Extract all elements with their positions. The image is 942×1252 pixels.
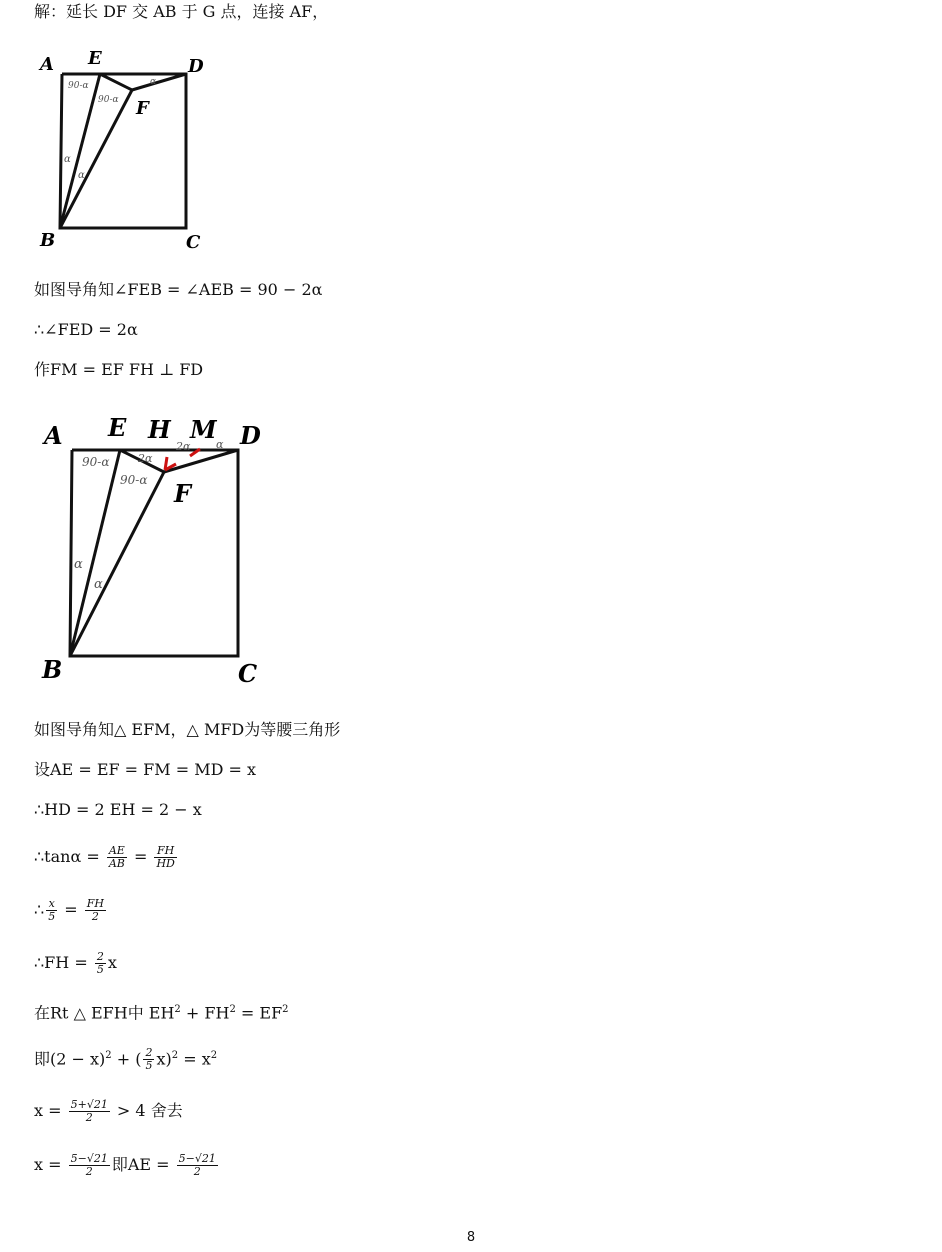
angle-label: α — [78, 170, 85, 181]
text-line-13 — [34, 1148, 220, 1182]
fraction: $\frac{2}{5}$ — [145, 1046, 153, 1073]
line7-prefix: ∴tanα = — [34, 847, 105, 866]
angle-label: 90-α — [98, 95, 119, 105]
label-e: E — [108, 413, 127, 442]
angle-label: α — [216, 438, 224, 451]
text-line-10 — [34, 1000, 289, 1023]
segment-fd — [132, 74, 186, 90]
label-b: B — [40, 230, 56, 251]
text-line-8 — [34, 893, 108, 927]
fraction: $\frac{5+√21}{2}$ — [70, 1098, 108, 1124]
line9-prefix: ∴FH = — [34, 953, 93, 972]
line11-part: 即(2 − x) — [34, 1049, 106, 1069]
line11-part: = x — [178, 1049, 211, 1069]
figure-1 — [30, 42, 230, 257]
line7-eq: = — [128, 847, 153, 866]
label-a: A — [40, 54, 54, 75]
superscript: 2 — [229, 1004, 236, 1015]
fraction: $\frac{FH}{HD}$ — [156, 844, 175, 870]
label-e: E — [88, 48, 102, 69]
label-b: B — [42, 655, 63, 684]
line11-part: x) — [156, 1049, 172, 1069]
label-f: F — [136, 98, 149, 119]
label-d: D — [240, 421, 261, 450]
fraction: $\frac{AE}{AB}$ — [108, 844, 125, 870]
text-line-12 — [34, 1094, 183, 1128]
text-line-9 — [34, 946, 117, 980]
segment-bf — [70, 472, 164, 656]
fraction: $\frac{5-√21}{2}$ — [70, 1152, 108, 1178]
line9-suffix: x — [107, 953, 117, 972]
angle-label: 90-α — [68, 81, 89, 91]
text-line-1: 如图导角知∠FEB = ∠AEB = 90 − 2α — [34, 280, 323, 299]
figure-2 — [34, 400, 274, 695]
label-c: C — [186, 232, 201, 253]
label-m: M — [190, 415, 217, 444]
label-c: C — [238, 659, 258, 688]
text-line-2: ∴∠FED = 2α — [34, 320, 138, 339]
line8-eq: = — [59, 900, 83, 919]
angle-label: 2α — [176, 440, 191, 453]
line13-prefix: x = — [34, 1155, 67, 1174]
fraction: $\frac{2}{5}$ — [96, 950, 104, 976]
superscript: 2 — [105, 1050, 112, 1061]
superscript: 2 — [282, 1004, 289, 1015]
line13-mid: 即AE = — [111, 1155, 175, 1174]
superscript: 2 — [171, 1050, 179, 1061]
angle-label: α — [94, 577, 103, 592]
segment-be — [70, 450, 120, 656]
fraction: $\frac{5-√21}{2}$ — [178, 1152, 216, 1178]
fraction: $\frac{x}{5}$ — [48, 897, 56, 923]
text-line-6: ∴HD = 2 EH = 2 − x — [34, 800, 202, 819]
segment-ef — [100, 74, 132, 90]
segment-bf — [60, 90, 132, 228]
angle-label: 90-α — [120, 473, 148, 487]
text-line-11 — [34, 1039, 217, 1076]
page-number: 8 — [466, 1230, 476, 1245]
line10-part: 在Rt △ EFH中 EH — [34, 1003, 175, 1023]
superscript: 2 — [174, 1004, 181, 1015]
text-line-7 — [34, 840, 179, 874]
line11-part: + ( — [111, 1049, 142, 1069]
line12-prefix: x = — [34, 1101, 67, 1120]
label-a: A — [44, 421, 63, 450]
line10-part: + FH — [180, 1003, 230, 1023]
label-d: D — [188, 56, 204, 77]
label-h: H — [148, 415, 171, 444]
text-line-4: 如图导角知△ EFM，△ MFD为等腰三角形 — [34, 720, 341, 739]
fraction: $\frac{FH}{2}$ — [86, 897, 104, 923]
intro-text: 解：延长 DF 交 AB 于 G 点，连接 AF， — [34, 2, 329, 21]
angle-label: α — [64, 154, 71, 165]
label-f: F — [174, 479, 192, 508]
angle-label: α — [74, 557, 83, 572]
angle-label: α — [150, 77, 157, 87]
superscript: 2 — [210, 1050, 218, 1061]
text-line-3: 作FM = EF FH ⊥ FD — [34, 360, 204, 379]
angle-label: 2α — [138, 452, 153, 465]
line8-prefix: ∴ — [34, 900, 45, 919]
text-line-5: 设AE = EF = FM = MD = x — [34, 760, 257, 779]
line10-part: = EF — [235, 1003, 283, 1023]
segment-be — [60, 74, 100, 228]
line12-suffix: > 4 舍去 — [111, 1101, 183, 1120]
segment-fd — [164, 450, 238, 472]
angle-label: 90-α — [82, 455, 110, 469]
